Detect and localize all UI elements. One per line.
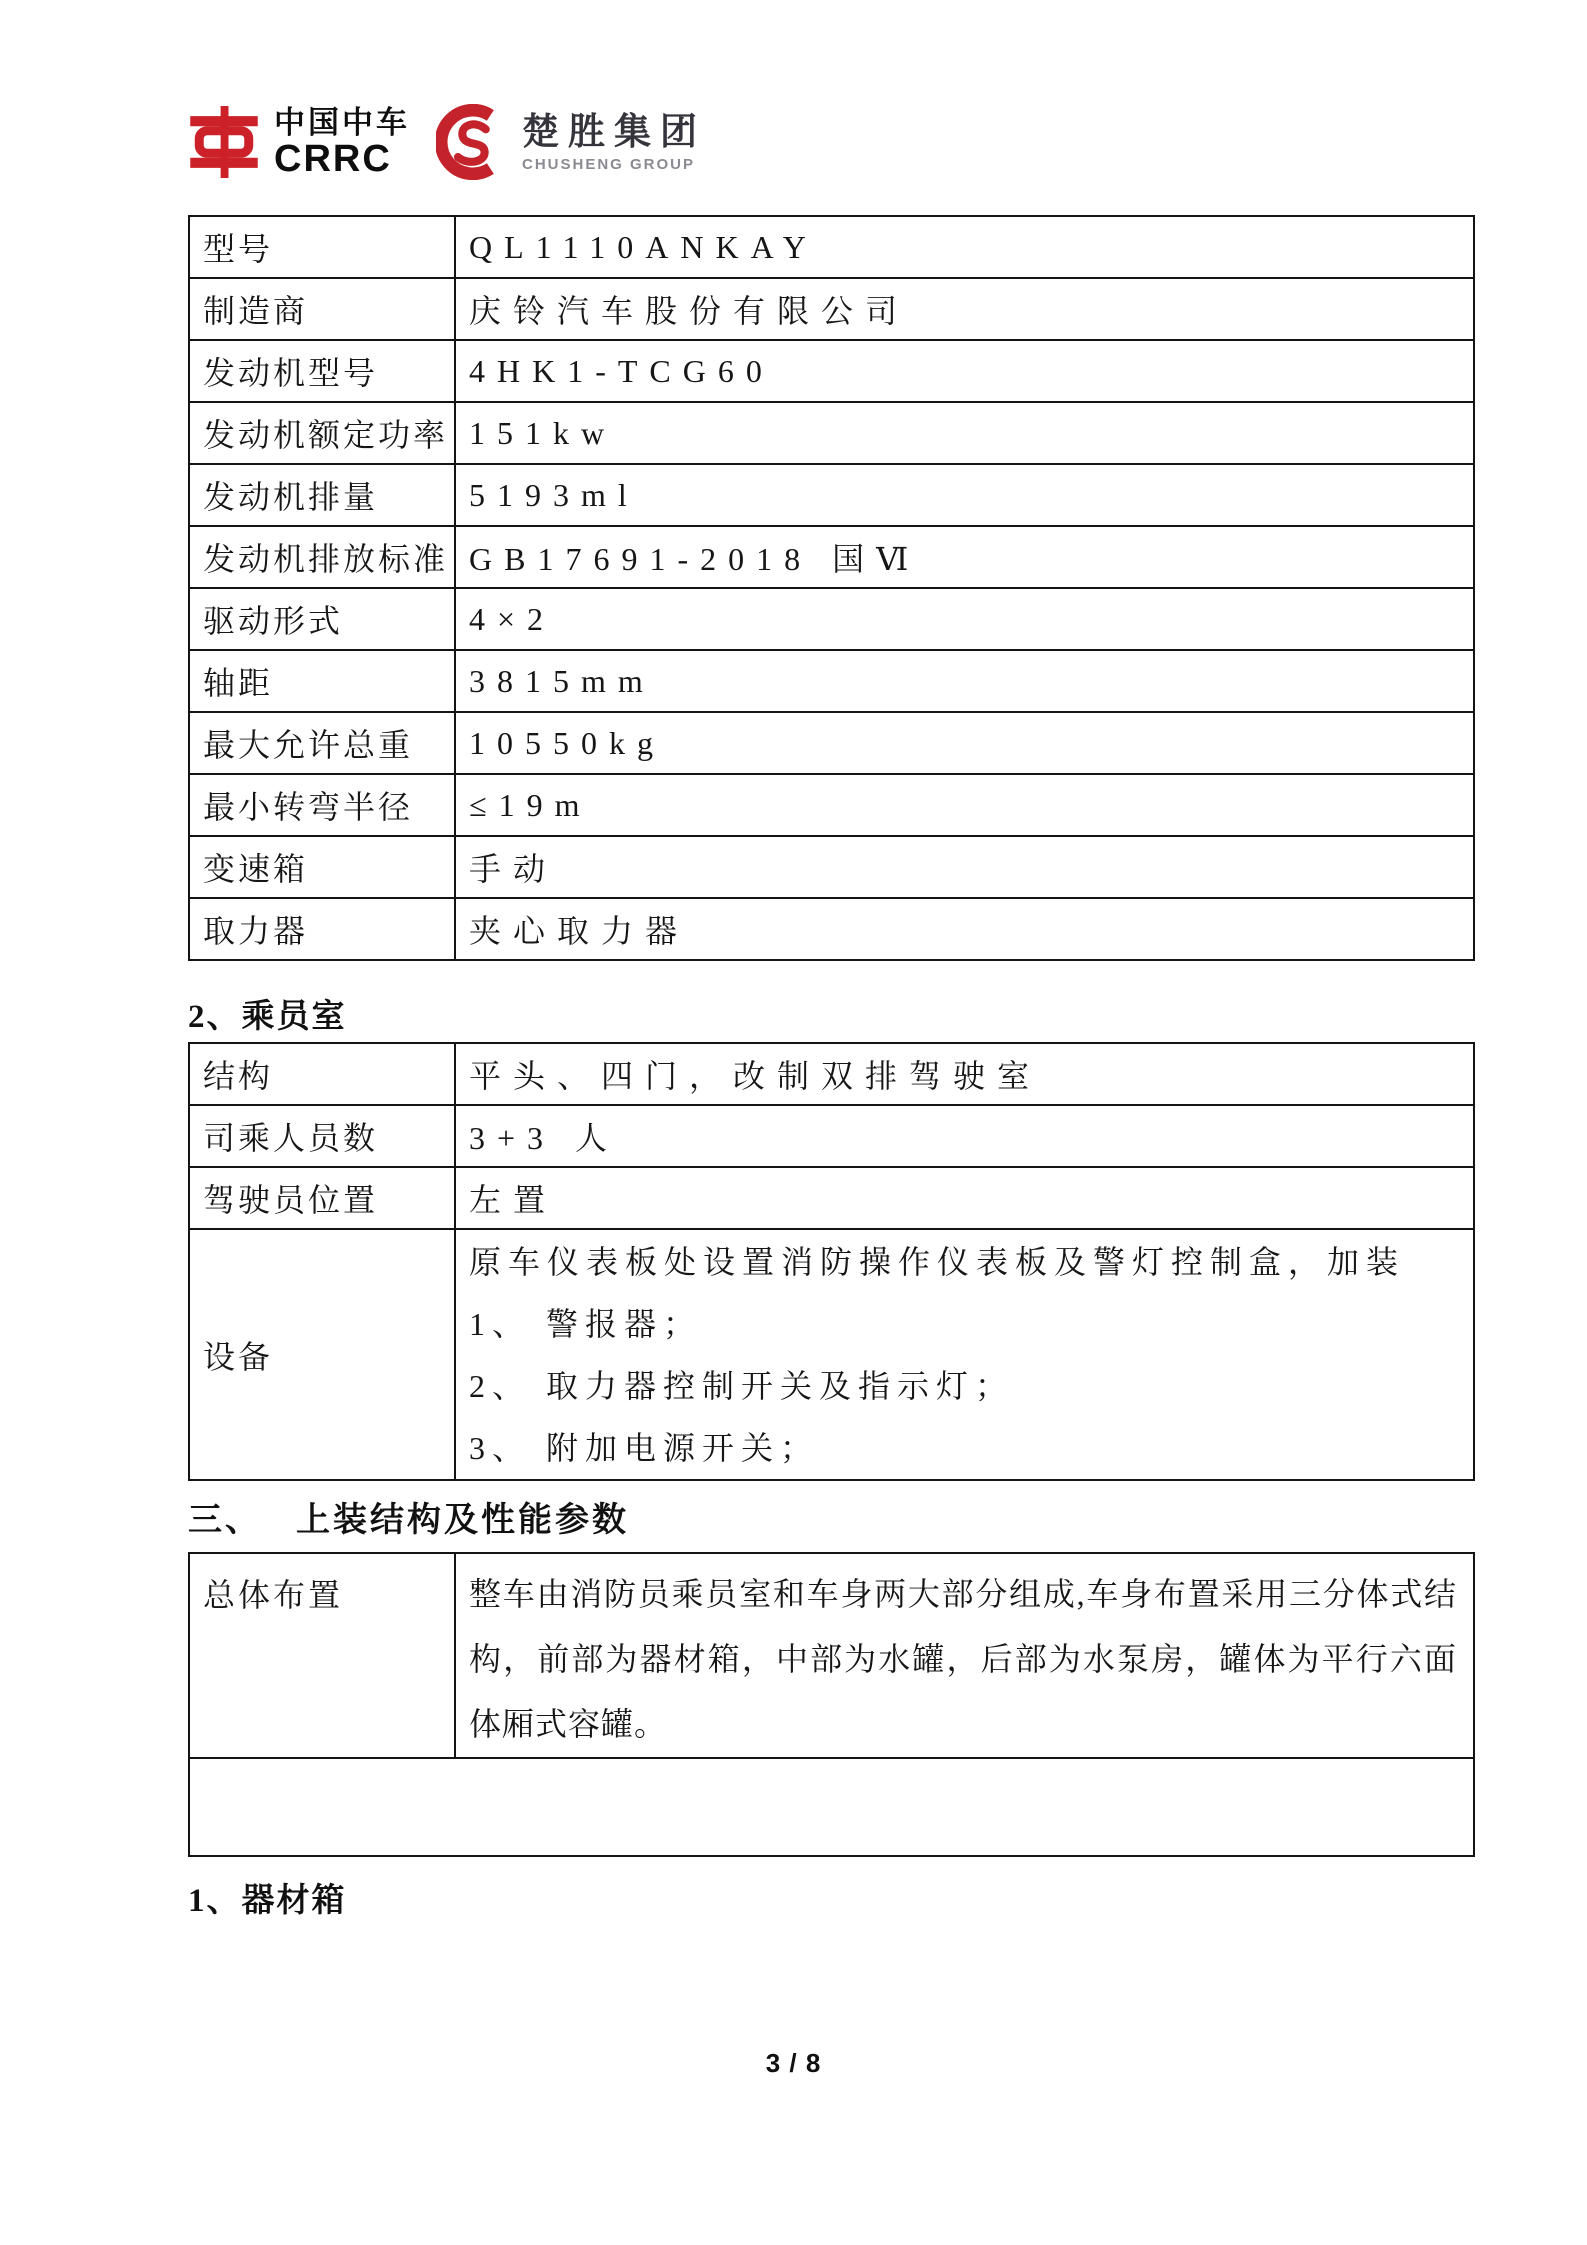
table-row: [189, 588, 1474, 650]
section-heading-superstructure: [188, 1492, 629, 1541]
empty-row: [189, 1758, 1474, 1856]
table-row: [189, 464, 1474, 526]
spec-label: 发动机型号: [189, 340, 455, 402]
spec-value: GB17691-2018 国Ⅵ: [455, 526, 1474, 588]
section-heading-crew-room: 2、乘员室: [188, 999, 347, 1035]
superstructure-table: [188, 1552, 1475, 1857]
spec-label: 发动机排放标准: [189, 526, 455, 588]
crew-room-table: [188, 1042, 1475, 1481]
table-row: [189, 712, 1474, 774]
table-row: [189, 1553, 1474, 1758]
section-heading-equipment-box: 1、器材箱: [188, 1883, 347, 1919]
table-row: [189, 1043, 1474, 1105]
spec-label: 发动机额定功率: [189, 402, 455, 464]
table-row: [189, 402, 1474, 464]
spec-label: 驾驶员位置: [189, 1167, 455, 1229]
spec-label: 变速箱: [189, 836, 455, 898]
equipment-line: 原车仪表板处设置消防操作仪表板及警灯控制盒，加装: [469, 1244, 1406, 1280]
spec-label: 设备: [189, 1229, 455, 1480]
spec-value: 151kw: [455, 402, 1474, 464]
section-number: 三、: [188, 1502, 262, 1539]
chusheng-logo-zh: 楚胜集团: [522, 110, 706, 152]
equipment-line: 2、 取力器控制开关及指示灯；: [469, 1368, 1015, 1404]
crrc-logo: [188, 105, 410, 179]
table-row: [189, 650, 1474, 712]
spec-value: 庆铃汽车股份有限公司: [455, 278, 1474, 340]
page-number: 3 / 8: [765, 2048, 822, 2078]
spec-value: 5193ml: [455, 464, 1474, 526]
table-row: [189, 216, 1474, 278]
crrc-logo-text: [274, 104, 410, 180]
table-row-equipment: [189, 1229, 1474, 1480]
spec-value: 手动: [455, 836, 1474, 898]
table-row: [189, 1105, 1474, 1167]
spec-label: 型号: [189, 216, 455, 278]
spec-value: 4×2: [455, 588, 1474, 650]
spec-value: 4HK1-TCG60: [455, 340, 1474, 402]
spec-value-equipment: [455, 1229, 1474, 1480]
table-row: [189, 1167, 1474, 1229]
spec-value: ≤19m: [455, 774, 1474, 836]
table-row: [189, 898, 1474, 960]
spec-label: 司乘人员数: [189, 1105, 455, 1167]
crrc-emblem-icon: [188, 105, 260, 179]
spec-value: QL1110ANKAY: [455, 216, 1474, 278]
spec-value: 3815mm: [455, 650, 1474, 712]
crrc-logo-zh: 中国中车: [274, 104, 410, 140]
chusheng-logo-text: [522, 110, 706, 173]
spec-label: 制造商: [189, 278, 455, 340]
empty-cell: [189, 1758, 1474, 1856]
header-logos: [188, 104, 706, 180]
spec-label: 取力器: [189, 898, 455, 960]
chusheng-logo: [436, 104, 706, 180]
spec-label: 发动机排量: [189, 464, 455, 526]
chusheng-emblem-icon: [436, 104, 510, 180]
spec-label: 最大允许总重: [189, 712, 455, 774]
table-row: [189, 836, 1474, 898]
spec-label: 驱动形式: [189, 588, 455, 650]
table-row: [189, 278, 1474, 340]
spec-value: 左置: [455, 1167, 1474, 1229]
spec-label: 结构: [189, 1043, 455, 1105]
chassis-spec-table: [188, 215, 1475, 961]
table-row: [189, 774, 1474, 836]
chusheng-logo-en: CHUSHENG GROUP: [522, 155, 696, 173]
crrc-logo-en: CRRC: [274, 137, 392, 180]
equipment-line: 1、 警报器；: [469, 1306, 703, 1342]
spec-value: 10550kg: [455, 712, 1474, 774]
spec-label: 轴距: [189, 650, 455, 712]
spec-value: 3+3 人: [455, 1105, 1474, 1167]
spec-value: 夹心取力器: [455, 898, 1474, 960]
spec-value: 平头、四门，改制双排驾驶室: [455, 1043, 1474, 1105]
section-title: 上装结构及性能参数: [296, 1502, 629, 1539]
table-row: [189, 340, 1474, 402]
table-row: [189, 526, 1474, 588]
spec-label: 最小转弯半径: [189, 774, 455, 836]
spec-value: 整车由消防员乘员室和车身两大部分组成,车身布置采用三分体式结构，前部为器材箱，中部为水罐，后部为水泵房，罐体为平行六面体厢式容罐。: [455, 1553, 1474, 1758]
equipment-line: 3、 附加电源开关；: [469, 1430, 820, 1466]
spec-label: 总体布置: [189, 1553, 455, 1758]
